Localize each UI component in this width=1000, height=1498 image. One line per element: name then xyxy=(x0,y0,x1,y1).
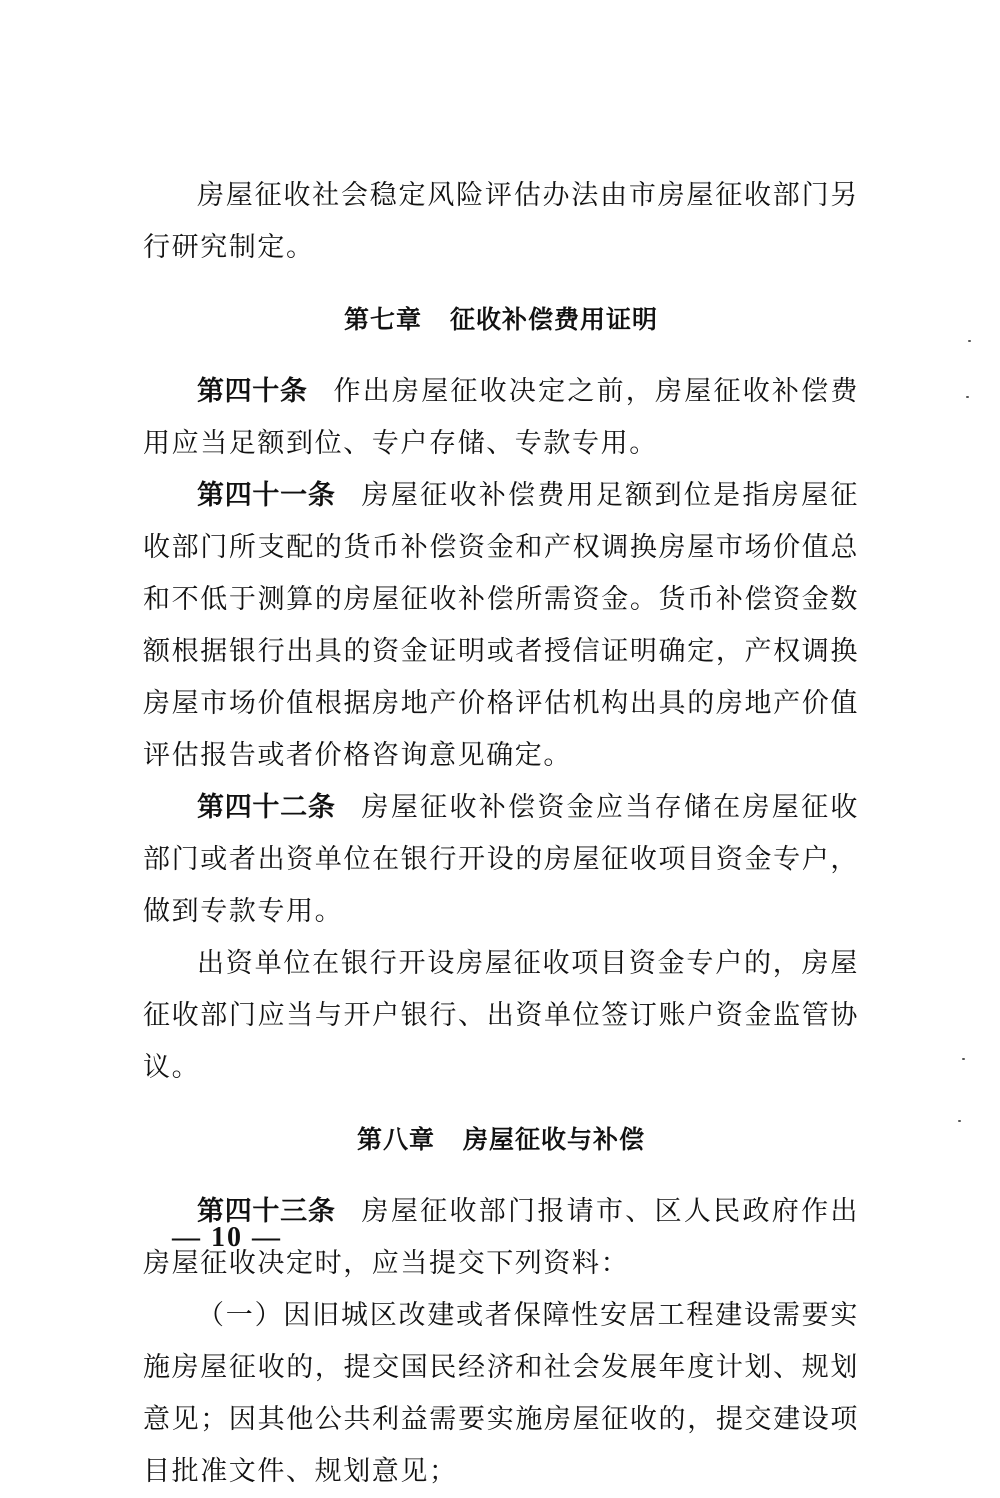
document-body xyxy=(143,170,859,1498)
chapter-number: 第七章 xyxy=(343,305,422,334)
article-text: 作出房屋征收决定之前，房屋征收补偿费用应当足额到位、专户存储、专款专用。 xyxy=(143,376,859,459)
chapter-heading-8 xyxy=(143,1114,859,1166)
scan-speck xyxy=(966,396,969,398)
scan-speck xyxy=(958,1120,961,1122)
article-text: 房屋征收补偿费用足额到位是指房屋征收部门所支配的货币补偿资金和产权调换房屋市场价值总和不低于测算的房屋征收补偿所需资金。货币补偿资金数额根据银行出具的资金证明或者授信证明确定，产权调换房屋市场价值根据房地产价格评估机构出具的房地产价值评估报告或者价格咨询意见确定。 xyxy=(143,480,860,771)
page-number: — 10 — xyxy=(172,1222,282,1253)
article-41 xyxy=(143,470,859,782)
article-40 xyxy=(143,366,859,470)
chapter-number: 第八章 xyxy=(356,1125,435,1154)
article-label: 第四十条 xyxy=(197,376,308,407)
chapter-heading-7 xyxy=(143,294,859,346)
scan-speck xyxy=(962,1058,965,1060)
scan-speck xyxy=(968,340,971,342)
article-42-paragraph-2: 出资单位在银行开设房屋征收项目资金专户的，房屋征收部门应当与开户银行、出资单位签订账户资金监管协议。 xyxy=(143,948,859,1083)
article-label: 第四十一条 xyxy=(197,480,336,511)
article-label: 第四十三条 xyxy=(197,1196,336,1227)
article-text: 房屋征收补偿资金应当存储在房屋征收部门或者出资单位在银行开设的房屋征收项目资金专户，做到专款专用。 xyxy=(143,792,860,927)
chapter-title: 房屋征收与补偿 xyxy=(463,1125,646,1154)
article-label: 第四十二条 xyxy=(197,792,336,823)
article-43-item-1: （一）因旧城区改建或者保障性安居工程建设需要实施房屋征收的，提交国民经济和社会发展年度计划、规划意见；因其他公共利益需要实施房屋征收的，提交建设项目批准文件、规划意见； xyxy=(143,1300,859,1487)
article-text: 房屋征收部门报请市、区人民政府作出房屋征收决定时，应当提交下列资料： xyxy=(143,1196,860,1279)
chapter-title: 征收补偿费用证明 xyxy=(450,305,659,334)
paragraph-risk-assessment: 房屋征收社会稳定风险评估办法由市房屋征收部门另行研究制定。 xyxy=(143,180,859,263)
article-42 xyxy=(143,782,859,938)
